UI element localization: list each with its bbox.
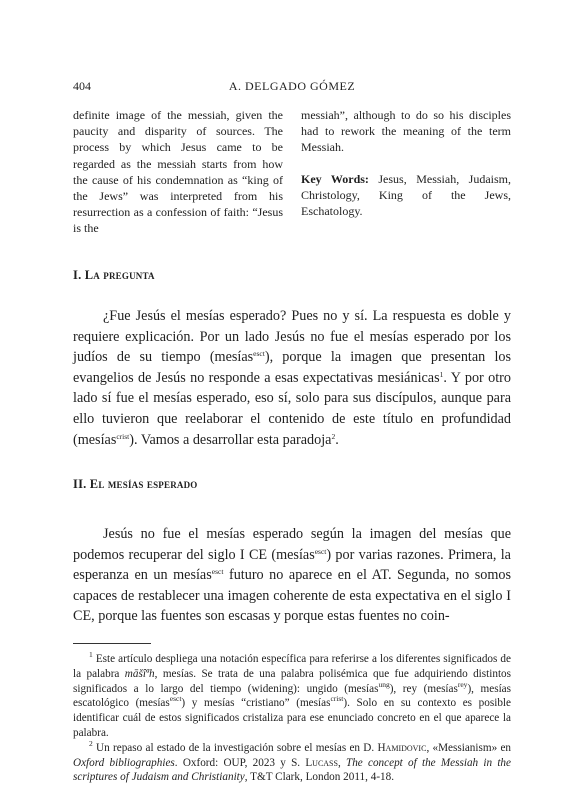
text-run: . [335,431,339,448]
superscript: esct [314,546,327,556]
superscript: ung [378,679,390,689]
footnote-1 [73,652,511,741]
abstract-text-right: messiah”, although to do so his disciples had to rework the meaning of the term Messiah. [301,108,511,155]
text-run: , [337,756,346,769]
section-heading: I. La pregunta [73,268,155,282]
superscript: crist [330,694,344,704]
text-run: futuro no aparece en el AT. Segunda, no somos capaces de restablecer una imagen coherente de esta expectativa en el siglo I CE, porque las fuentes son escasas y porque estas fuentes no coin- [73,567,511,625]
footnotes [73,652,511,785]
text-run: ), mesías escatológico (mesías [73,682,511,710]
text-run: ). Vamos a desarrollar esta paradoja [129,431,332,448]
text-run: ), rey (mesías [389,682,458,695]
footnote-number: 2 [89,738,93,748]
text-run: , T&T Clark, London 2011, 4-18. [244,771,395,784]
text-run: . Oxford: OUP, 2023 y S. [174,756,306,769]
footnote-2 [73,738,512,785]
page-header [73,79,511,95]
text-run: , «Messianism» en [426,741,512,754]
section-la-pregunta [73,268,511,450]
work-title: Oxford bibliographies [73,756,175,769]
text-run: , mesías. Se trata de una palabra polisémica que fue adquiriendo distintos significados a lo largo del tiempo (widening): ungido (mesías [73,667,511,695]
footnote-number: 1 [89,650,93,659]
abstract-text-left: definite image of the messiah, given the paucity and disparity of sources. The process by which Jesus came to be regarded as the messiah starts from how the cause of his condemnation as “king of the Jews” was interpreted from his resurrection as a confession of faith: “Jesus is the [73,108,283,236]
text-run: Un repaso al estado de la investigación sobre el mesías en D. [96,741,378,754]
section-el-mesias-esperado [73,477,511,627]
text-run: ¿Fue Jesús el mesías esperado? Pues no y sí. La respuesta es doble y requiere explicación. Por un lado Jesús no fue el mesías esperado por los judíos de su tiempo (mesías [73,308,511,366]
superscript: esct [211,567,224,577]
text-run: Jesús no fue el mesías esperado según la imagen del mesías que podemos recuperar del siglo I CE (mesías [73,526,511,563]
text-run: ). Solo en su contexto es posible identificar cuál de estos significados cristaliza para ese enunciado concreto en el que aparece la palabra. [73,697,511,739]
keywords [301,171,511,220]
transliterated-word: māšîªh [124,667,155,680]
superscript: esct [253,349,265,359]
footnote-divider [73,643,151,644]
text-run: ), porque la imagen que presentan los evangelios de Jesús no responde a esas expectativas mesiánicas [73,349,511,386]
section-paragraph [73,306,511,450]
text-run: ) por varias razones. Primera, la esperanza en un mesías [73,546,511,584]
superscript: esct [169,694,182,704]
section-heading: II. El mesías esperado [73,477,198,491]
footnote-ref[interactable]: 1 [439,369,444,379]
text-run: . Y por otro lado sí fue el mesías esperado, eso sí, solo para sus discípulos, aunque para ello tuvieron que reelaborar el contenido de este título en profundidad (mesías [73,369,511,448]
author-name: Hamidovic [377,741,427,754]
author-name: Lucass [305,756,338,769]
keywords-list: Jesus, Messiah, Judaism, Christology, King of the Jews, Eschatology. [301,171,511,219]
work-title: The concept of the Messiah in the scriptures of Judaism and Christianity [73,756,511,784]
superscript: rey [457,679,468,689]
abstract-right-column [301,107,511,219]
section-paragraph [73,524,511,627]
abstract-left-column [73,107,283,237]
superscript: crist [116,431,130,441]
running-head: A. DELGADO GÓMEZ [228,79,356,93]
footnote-ref[interactable]: 2 [331,431,336,441]
text-run: ) y mesías “cristiano” (mesías [181,697,331,710]
text-run: Este artículo despliega una notación específica para referirse a los diferentes significados de la palabra [73,653,511,680]
keywords-label: Key Words: [301,171,369,186]
page-number: 404 [73,79,91,93]
